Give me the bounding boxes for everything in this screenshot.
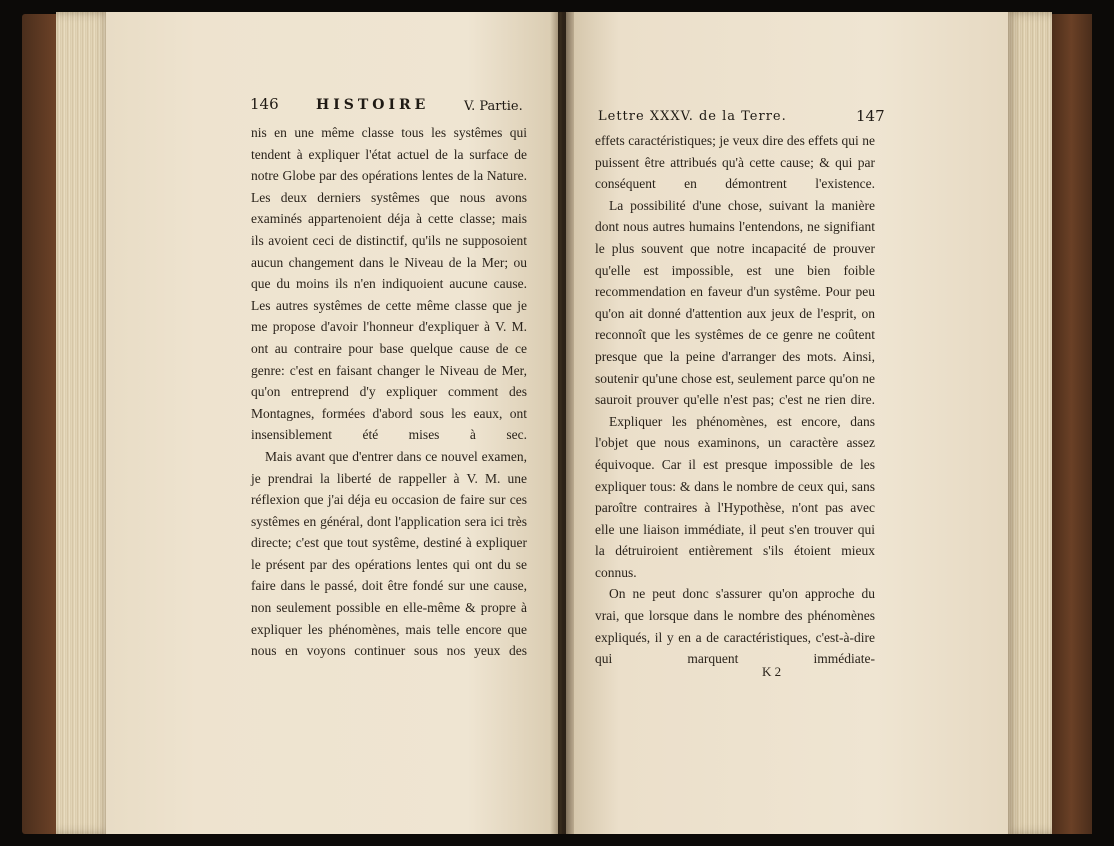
right-page-text bbox=[595, 130, 875, 670]
right-paragraph-1: effets caractéristiques; je veux dire des effets qui ne puissent être attribués qu'à cette cause; & qui par conséquent en démontrent l'existence. bbox=[595, 133, 875, 192]
left-page-number: 146 bbox=[250, 95, 279, 113]
left-page-text bbox=[251, 122, 527, 662]
right-page-number: 147 bbox=[856, 107, 885, 125]
page-edges-right bbox=[1006, 12, 1052, 834]
right-paragraph-3: Expliquer les phénomènes, est encore, dans l'objet que nous examinons, un caractère assez équivoque. Car il est presque impossible de les expliquer tous: & dans le nombre de ceux qui, sans paroître contraires à l'Hypothèse, n'ont pas avec elle une liaison immédiate, il peut s'en trouver qui la détruiroient entièrement s'ils étoient mieux connus. bbox=[595, 413, 875, 580]
signature-mark: K 2 bbox=[762, 664, 782, 679]
left-part-label: V. Partie. bbox=[464, 99, 523, 114]
right-paragraph-4: On ne peut donc s'assurer qu'on approche du vrai, que lorsque dans le nombre des phénomènes expliqués, il y en a de caractéristiques, c'est-à-dire qui marquent immédiate- bbox=[595, 586, 875, 667]
right-running-title: Lettre XXXV. de la Terre. bbox=[598, 109, 787, 124]
left-running-title: HISTOIRE bbox=[316, 97, 430, 113]
right-paragraph-2: La possibilité d'une chose, suivant la manière dont nous autres humains l'entendons, ne signifiant le plus souvent que notre incapacité de prouver qu'elle est impossible, est une bien foible recommendation en faveur d'un systême. Pour peu qu'on ait donné d'attention aux jeux de l'esprit, on reconnoît que les systêmes de ce genre ne coûtent presque que la peine d'arranger des mots. Ainsi, soutenir qu'une chose est, seulement parce qu'on ne sauroit prouver qu'elle n'est pas; c'est ne rien dire. bbox=[595, 197, 875, 408]
page-edges-left bbox=[56, 12, 112, 834]
left-paragraph-1: nis en une même classe tous les systêmes qui tendent à expliquer l'état actuel de la surface de notre Globe par des opérations lentes de la Nature. Les deux derniers systêmes que nous avons examinés appartenoient déja à cette classe; mais ils avoient ceci de distinctif, qu'ils ne supposoient aucun changement dans le Niveau de la Mer; ou que du moins ils n'en indiquoient aucune cause. Les autres systêmes de cette même classe que je me propose d'avoir l'honneur d'expliquer à V. M. ont au contraire pour base quelque cause de ce genre: c'est en faisant changer le Niveau de Mer, qu'on entreprend d'y expliquer comment des Montagnes, formées d'abord sous les eaux, ont insensiblement été mises à sec. bbox=[251, 125, 527, 443]
left-paragraph-2: Mais avant que d'entrer dans ce nouvel examen, je prendrai la liberté de rappeller à V. M. une réflexion que j'ai déja eu occasion de faire sur ces systêmes en général, dont l'application sera ici très directe; c'est que tout systême, destiné à expliquer le présent par des opérations lentes qui ont du se faire dans le passé, doit être fondé sur une cause, non seulement possible en elle-même & propre à expliquer les phénomènes, mais telle encore que nous en voyons continuer sous nos yeux des bbox=[251, 448, 527, 659]
book-gutter bbox=[550, 12, 574, 834]
